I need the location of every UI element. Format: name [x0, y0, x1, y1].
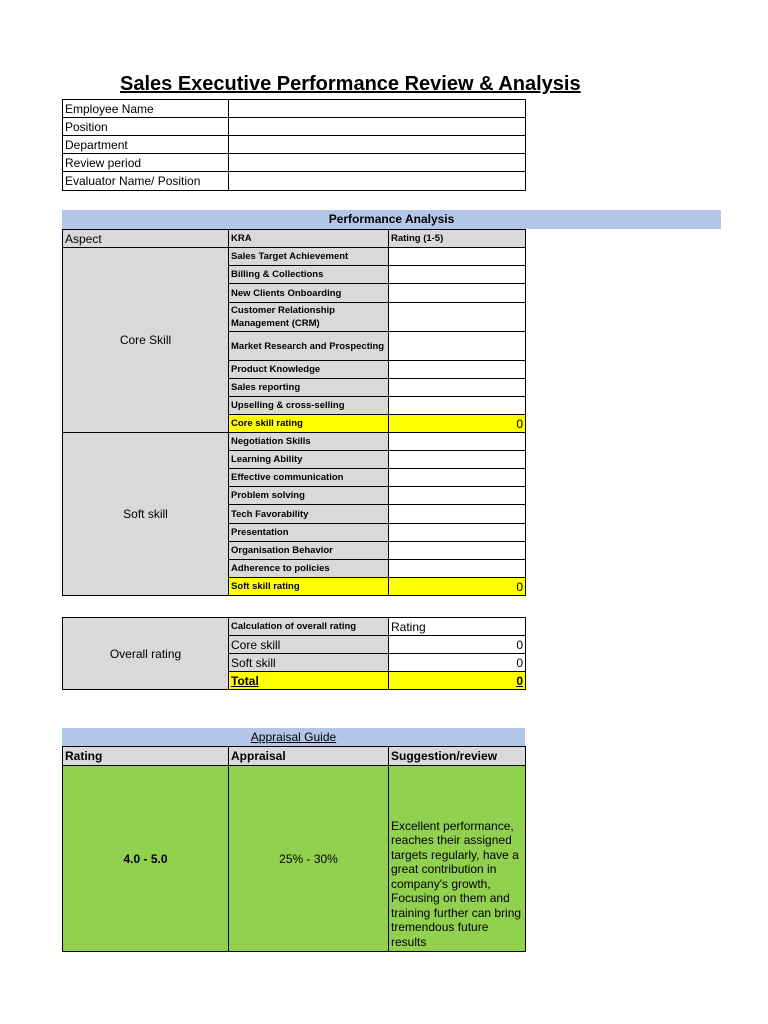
kra-item: Presentation	[229, 524, 389, 542]
performance-banner: Performance Analysis	[62, 210, 721, 229]
rating-cell[interactable]	[389, 266, 526, 284]
overall-row-value: 0	[389, 654, 526, 672]
info-value-cell[interactable]	[229, 118, 526, 136]
info-value-cell[interactable]	[229, 136, 526, 154]
rating-cell[interactable]	[389, 469, 526, 487]
info-label: Department	[63, 136, 229, 154]
overall-rating-header: Rating	[389, 618, 526, 636]
overall-row-label: Core skill	[229, 636, 389, 654]
rating-cell[interactable]	[389, 505, 526, 524]
overall-rating-table	[62, 617, 526, 690]
kra-item: Learning Ability	[229, 451, 389, 469]
overall-row-label: Soft skill	[229, 654, 389, 672]
overall-header-row	[63, 618, 526, 636]
rating-header: Rating (1-5)	[389, 230, 526, 248]
info-row	[63, 100, 526, 118]
calc-header: Calculation of overall rating	[229, 618, 389, 636]
kra-header: KRA	[229, 230, 389, 248]
kra-item: New Clients Onboarding	[229, 284, 389, 303]
suggestion-header: Suggestion/review	[389, 747, 526, 766]
rating-cell[interactable]	[389, 524, 526, 542]
kra-item: Problem solving	[229, 487, 389, 505]
kra-item: Sales Target Achievement	[229, 248, 389, 266]
info-row	[63, 172, 526, 191]
rating-cell[interactable]	[389, 332, 526, 361]
overall-total-label: Total	[229, 672, 389, 690]
appraisal-suggestion: Excellent performance, reaches their assigned targets regularly, have a great contribution in company's growth, Focusing on them and training further can bring tremendous future results	[389, 766, 526, 952]
aspect-header: Aspect	[63, 230, 229, 248]
kra-row	[63, 433, 526, 451]
rating-cell[interactable]	[389, 379, 526, 397]
kra-item: Customer Relationship Management (CRM)	[229, 303, 389, 332]
rating-cell[interactable]	[389, 433, 526, 451]
rating-cell[interactable]	[389, 542, 526, 560]
rating-cell[interactable]	[389, 560, 526, 578]
kra-item: Sales reporting	[229, 379, 389, 397]
kra-item: Organisation Behavior	[229, 542, 389, 560]
overall-rating-label: Overall rating	[63, 618, 229, 690]
soft-skill-total-label: Soft skill rating	[229, 578, 389, 596]
appraisal-row	[63, 766, 526, 952]
core-skill-total-label: Core skill rating	[229, 415, 389, 433]
performance-table	[62, 229, 526, 596]
info-row	[63, 154, 526, 172]
appraisal-rating-header: Rating	[63, 747, 229, 766]
info-label: Evaluator Name/ Position	[63, 172, 229, 191]
info-row	[63, 136, 526, 154]
overall-row-value: 0	[389, 636, 526, 654]
rating-cell[interactable]	[389, 284, 526, 303]
kra-item: Negotiation Skills	[229, 433, 389, 451]
overall-total-value: 0	[389, 672, 526, 690]
kra-item: Effective communication	[229, 469, 389, 487]
info-label: Position	[63, 118, 229, 136]
core-skill-total-value: 0	[389, 415, 526, 433]
info-value-cell[interactable]	[229, 100, 526, 118]
kra-item: Market Research and Prospecting	[229, 332, 389, 361]
soft-skill-total-value: 0	[389, 578, 526, 596]
appraisal-rating-range: 4.0 - 5.0	[63, 766, 229, 952]
appraisal-header: Appraisal	[229, 747, 389, 766]
info-value-cell[interactable]	[229, 172, 526, 191]
appraisal-percent: 25% - 30%	[229, 766, 389, 952]
rating-cell[interactable]	[389, 397, 526, 415]
employee-info-table	[62, 99, 526, 191]
core-skill-label: Core Skill	[63, 248, 229, 433]
rating-cell[interactable]	[389, 303, 526, 332]
kra-item: Upselling & cross-selling	[229, 397, 389, 415]
rating-cell[interactable]	[389, 361, 526, 379]
info-label: Employee Name	[63, 100, 229, 118]
rating-cell[interactable]	[389, 451, 526, 469]
kra-item: Tech Favorability	[229, 505, 389, 524]
appraisal-header-row	[63, 747, 526, 766]
info-label: Review period	[63, 154, 229, 172]
appraisal-table	[62, 746, 526, 952]
kra-row	[63, 248, 526, 266]
rating-cell[interactable]	[389, 248, 526, 266]
page-title: Sales Executive Performance Review & Analysis	[120, 73, 581, 95]
appraisal-banner: Appraisal Guide	[62, 728, 525, 746]
performance-header-row	[63, 230, 526, 248]
info-row	[63, 118, 526, 136]
kra-item: Product Knowledge	[229, 361, 389, 379]
kra-item: Adherence to policies	[229, 560, 389, 578]
kra-item: Billing & Collections	[229, 266, 389, 284]
soft-skill-label: Soft skill	[63, 433, 229, 596]
rating-cell[interactable]	[389, 487, 526, 505]
info-value-cell[interactable]	[229, 154, 526, 172]
